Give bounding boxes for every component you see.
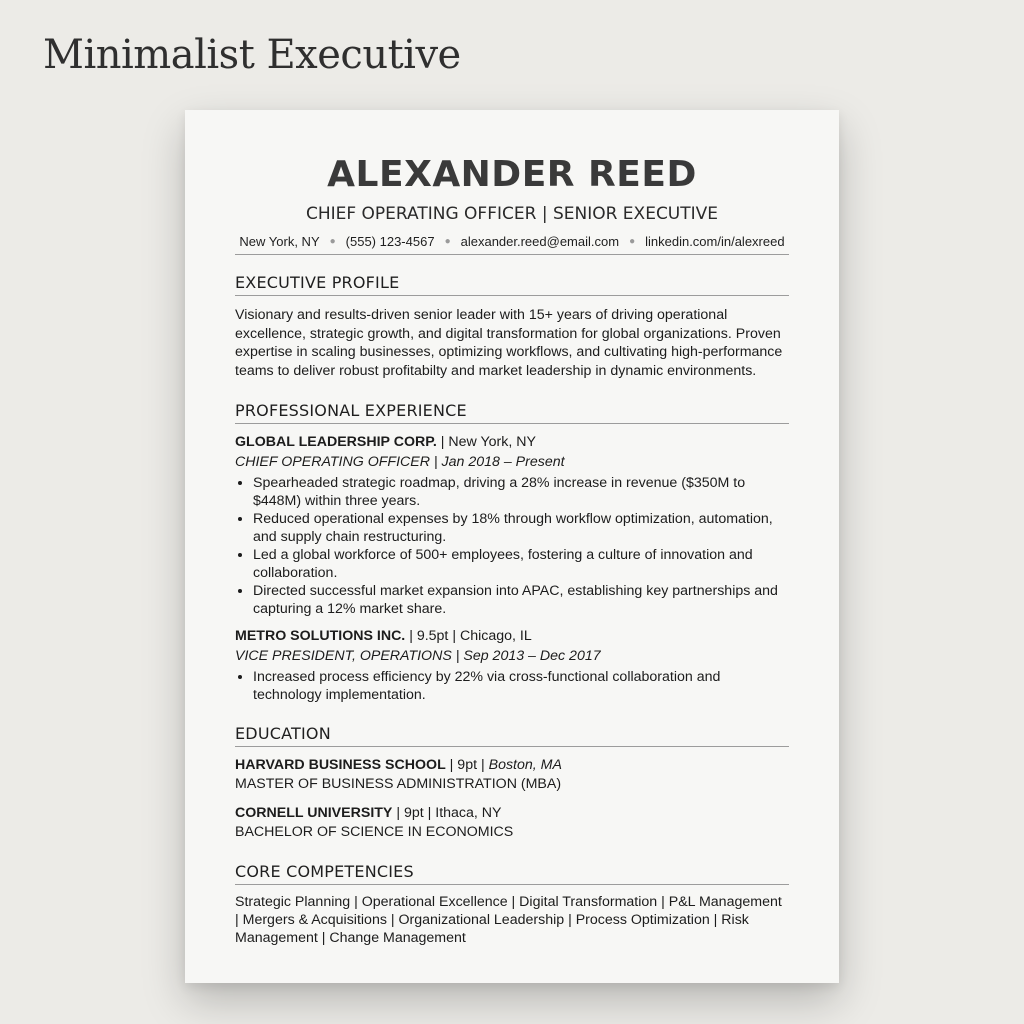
profile-section <box>235 273 789 380</box>
school-name: CORNELL UNIVERSITY <box>235 805 393 821</box>
contact-linkedin: linkedin.com/in/alexreed <box>645 234 785 249</box>
separator-dot: ● <box>444 236 451 247</box>
competencies-section <box>235 862 789 947</box>
education-entry <box>235 804 789 842</box>
job-entry <box>235 627 789 704</box>
school-line <box>235 804 789 823</box>
resume-sheet <box>185 110 839 983</box>
header-divider <box>235 254 789 255</box>
achievement-list <box>235 668 789 704</box>
achievement-list <box>235 474 789 618</box>
contact-location: New York, NY <box>239 234 320 249</box>
competencies-text: Strategic Planning | Operational Excellence | Digital Transformation | P&L Management | Mergers & Acquisitions | Organizational Leadership | Process Optimization | Risk Management | Change Management <box>235 894 782 946</box>
achievement-item: • Spearheaded strategic roadmap, driving a 28% increase in revenue ($350M to $448M) within three years. <box>253 474 789 510</box>
contact-email: alexander.reed@email.com <box>460 234 620 249</box>
separator-dot: ● <box>629 236 636 247</box>
profile-text: Visionary and results-driven senior leader with 15+ years of driving operational excellence, strategic growth, and digital transformation for global organizations. Proven expertise in scaling businesses, optimizing workflows, and cultivating high-performance teams to deliver robust profitabilty and market leadership in dynamic environments. <box>235 307 783 379</box>
company-meta: | New York, NY <box>436 434 536 450</box>
company-name: METRO SOLUTIONS INC. <box>235 628 406 644</box>
job-header <box>235 627 789 646</box>
school-name: HARVARD BUSINESS SCHOOL <box>235 757 446 773</box>
section-title-competencies: CORE COMPETENCIES <box>235 862 789 885</box>
candidate-name: ALEXANDER REED <box>327 154 697 195</box>
job-header <box>235 433 789 452</box>
experience-section <box>235 401 789 704</box>
school-location: Boston, MA <box>488 757 562 773</box>
contact-phone: (555) 123-4567 <box>345 234 435 249</box>
job-entry <box>235 433 789 618</box>
separator-dot: ● <box>329 236 336 247</box>
company-name: GLOBAL LEADERSHIP CORP. <box>235 434 437 450</box>
company-meta: | 9.5pt | Chicago, IL <box>405 628 532 644</box>
resume-header <box>235 154 789 255</box>
achievement-item: • Directed successful market expansion into APAC, establishing key partnerships and capturing a 12% market share. <box>253 582 789 618</box>
section-title-education: EDUCATION <box>235 724 789 747</box>
school-meta: | 9pt | Ithaca, NY <box>392 805 502 821</box>
template-title: Minimalist Executive <box>43 32 461 78</box>
school-meta: | 9pt | <box>445 757 489 773</box>
achievement-item: • Led a global workforce of 500+ employees, fostering a culture of innovation and collaboration. <box>253 546 789 582</box>
degree: MASTER OF BUSINESS ADMINISTRATION (MBA) <box>235 776 562 792</box>
achievement-item: • Increased process efficiency by 22% via cross-functional collaboration and technology implementation. <box>253 668 789 704</box>
section-title-profile: EXECUTIVE PROFILE <box>235 273 789 296</box>
achievement-item: • Reduced operational expenses by 18% through workflow optimization, automation, and supply chain restructuring. <box>253 510 789 546</box>
education-section <box>235 724 789 842</box>
candidate-role: CHIEF OPERATING OFFICER | SENIOR EXECUTIVE <box>305 204 719 224</box>
job-position: VICE PRESIDENT, OPERATIONS | Sep 2013 – Dec 2017 <box>235 648 601 664</box>
contact-line <box>235 234 789 250</box>
degree: BACHELOR OF SCIENCE IN ECONOMICS <box>235 824 514 840</box>
education-entry <box>235 756 789 794</box>
school-line <box>235 756 789 775</box>
job-position: CHIEF OPERATING OFFICER | Jan 2018 – Present <box>235 454 565 470</box>
section-title-experience: PROFESSIONAL EXPERIENCE <box>235 401 789 424</box>
